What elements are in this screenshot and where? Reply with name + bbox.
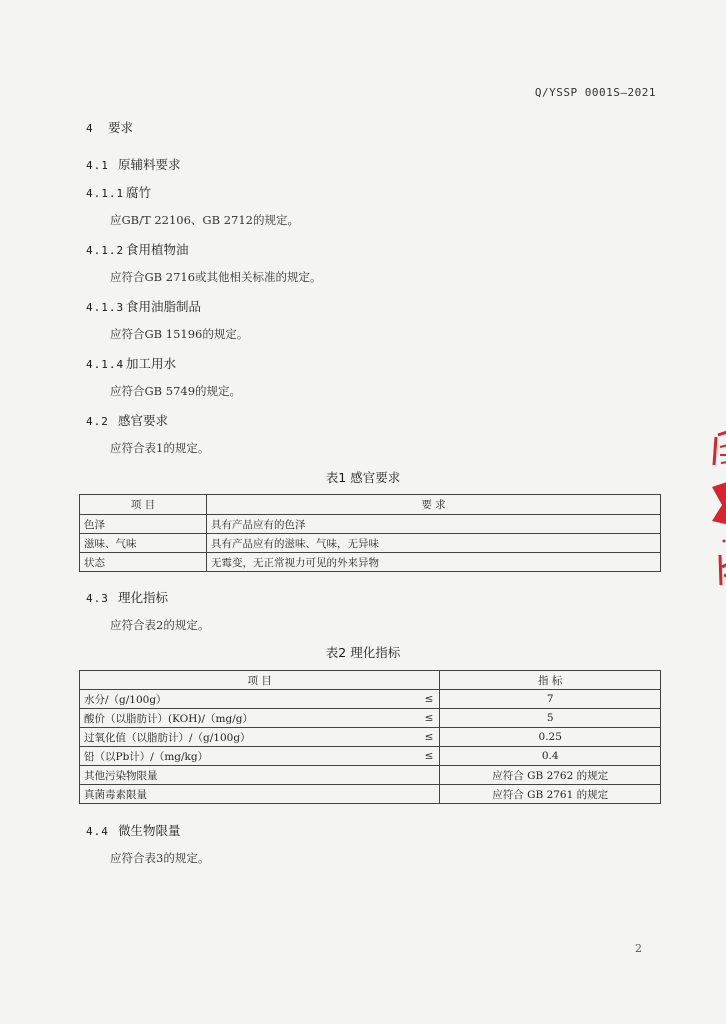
section-4-heading: [86, 118, 133, 136]
table-cell: 具有产品应有的滋味、气味，无异味: [207, 534, 661, 553]
red-seal-stamp-fragment: [700, 425, 726, 585]
table-row: [80, 766, 661, 785]
section-4-2-heading: [86, 411, 168, 429]
table-cell: 色泽: [80, 515, 207, 534]
section-number: 4.1: [86, 159, 109, 172]
table-cell: 无霉变，无正常视力可见的外来异物: [207, 553, 661, 572]
table-cell-item: 真菌毒素限量: [80, 785, 440, 804]
section-4-1-3-body: 应符合GB 15196的规定。: [110, 327, 249, 341]
table-cell-item: 酸价（以脂肪计）(KOH)/（mg/g）: [80, 709, 406, 728]
table-row: [80, 553, 661, 572]
table-header-row: [80, 495, 661, 515]
table-row: [80, 690, 661, 709]
document-number: Q/YSSP 0001S—2021: [534, 86, 656, 99]
table-cell-item: 水分/（g/100g）: [80, 690, 406, 709]
section-title: 食用植物油: [126, 242, 189, 257]
table-row: [80, 534, 661, 553]
table2-caption: 表2 理化指标: [325, 645, 401, 660]
table-cell-item: 过氧化值（以脂肪计）/（g/100g）: [80, 728, 406, 747]
section-title: 感官要求: [118, 413, 169, 428]
section-title: 原辅料要求: [118, 157, 181, 172]
section-4-1-heading: [86, 155, 181, 173]
section-number: 4.1.1: [86, 187, 125, 200]
section-number: 4.3: [86, 592, 109, 605]
table-row: [80, 747, 661, 766]
section-number: 4.4: [86, 825, 109, 838]
section-4-1-1-body: 应GB/T 22106、GB 2712的规定。: [110, 213, 299, 227]
table-row: [80, 709, 661, 728]
section-number: 4.1.3: [86, 301, 125, 314]
table-cell-value: 0.25: [440, 728, 661, 747]
section-title: 要求: [108, 120, 134, 135]
section-4-3-heading: [86, 588, 168, 606]
table-row: [80, 515, 661, 534]
table-cell-value: 0.4: [440, 747, 661, 766]
section-4-1-2-heading: [86, 240, 189, 258]
table-header-requirement: 要 求: [207, 495, 661, 515]
table-cell: 状态: [80, 553, 207, 572]
section-4-4-body: 应符合表3的规定。: [110, 851, 210, 865]
section-title: 微生物限量: [118, 823, 181, 838]
section-4-3-body: 应符合表2的规定。: [110, 618, 210, 632]
table-cell: 滋味、气味: [80, 534, 207, 553]
table-cell-value: 应符合 GB 2761 的规定: [440, 785, 661, 804]
section-number: 4.1.2: [86, 244, 125, 257]
page-number: 2: [635, 942, 642, 955]
table-cell-value: 5: [440, 709, 661, 728]
section-title: 食用油脂制品: [126, 299, 202, 314]
section-title: 腐竹: [126, 185, 152, 200]
section-4-1-2-body: 应符合GB 2716或其他相关标准的规定。: [110, 270, 322, 284]
table-cell-item: 铅（以Pb计）/（mg/kg）: [80, 747, 406, 766]
section-4-1-1-heading: [86, 183, 151, 201]
table-header-row: [80, 671, 661, 690]
table-cell-sign: ≤: [405, 747, 440, 766]
table-cell-sign: ≤: [405, 690, 440, 709]
table-row: [80, 785, 661, 804]
table-cell-item: 其他污染物限量: [80, 766, 440, 785]
table-cell-sign: ≤: [405, 728, 440, 747]
table-header-indicator: 指 标: [440, 671, 661, 690]
section-number: 4.2: [86, 415, 109, 428]
table-header-item: 项 目: [80, 671, 440, 690]
section-4-1-4-heading: [86, 354, 176, 372]
section-4-1-4-body: 应符合GB 5749的规定。: [110, 384, 242, 398]
table-cell-value: 7: [440, 690, 661, 709]
section-number: 4.1.4: [86, 358, 125, 371]
table-cell-value: 应符合 GB 2762 的规定: [440, 766, 661, 785]
table1-caption: 表1 感官要求: [325, 470, 401, 485]
table-header-item: 项 目: [80, 495, 207, 515]
section-number: 4: [86, 122, 94, 135]
physicochemical-indicators-table: [79, 670, 661, 804]
section-4-2-body: 应符合表1的规定。: [110, 441, 210, 455]
section-4-4-heading: [86, 821, 181, 839]
section-4-1-3-heading: [86, 297, 201, 315]
section-title: 加工用水: [126, 356, 177, 371]
table-cell-sign: ≤: [405, 709, 440, 728]
sensory-requirements-table: [79, 494, 661, 572]
table-row: [80, 728, 661, 747]
section-title: 理化指标: [118, 590, 169, 605]
table-cell: 具有产品应有的色泽: [207, 515, 661, 534]
